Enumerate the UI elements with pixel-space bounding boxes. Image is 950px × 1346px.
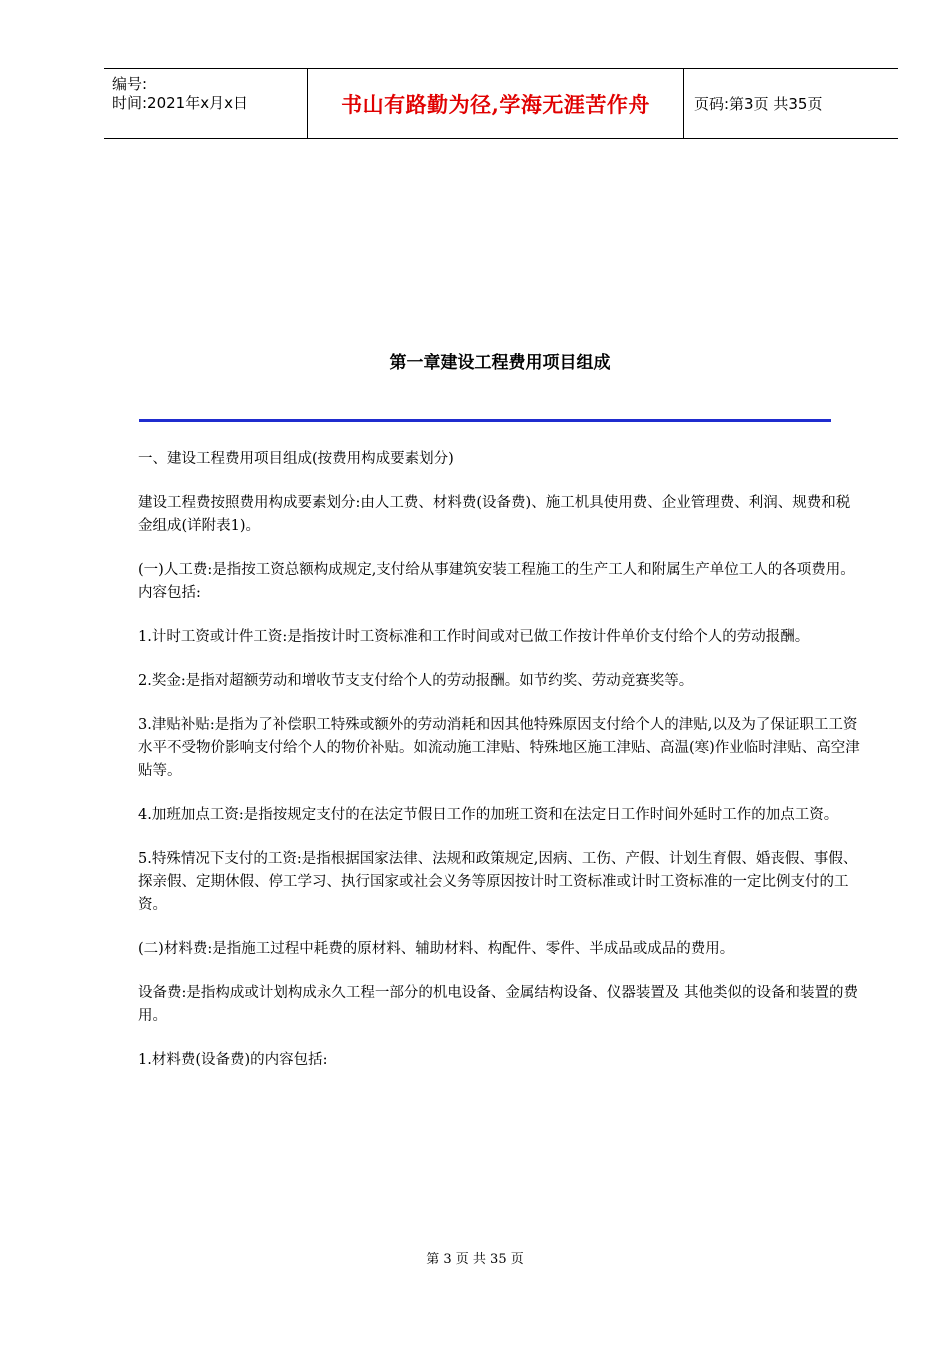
paragraph: 2.奖金:是指对超额劳动和增收节支支付给个人的劳动报酬。如节约奖、劳动竞赛奖等。 [138,673,694,689]
number-label: 编号: [112,75,148,93]
paragraph: 5.特殊情况下支付的工资:是指根据国家法律、法规和政策规定,因病、工伤、产假、计划生育假、婚丧假、事假、探亲假、定期休假、停工学习、执行国家或社会义务等原因按计时工资标准或计时工资标准的一定比例支付的工资。 [138,851,858,913]
section-heading: 一、建设工程费用项目组成(按费用构成要素划分) [138,451,454,467]
title-divider [139,419,831,422]
paragraph: (二)材料费:是指施工过程中耗费的原材料、辅助材料、构配件、零件、半成品或成品的费用。 [138,941,735,957]
paragraph: (一)人工费:是指按工资总额构成规定,支付给从事建筑安装工程施工的生产工人和附属生产单位工人的各项费用。内容包括: [138,562,855,601]
paragraph: 4.加班加点工资:是指按规定支付的在法定节假日工作的加班工资和在法定日工作时间外延时工作的加点工资。 [138,807,839,823]
page-header [104,68,898,139]
paragraph: 设备费:是指构成或计划构成永久工程一部分的机电设备、金属结构设备、仪器装置及 其他类似的设备和装置的费用。 [138,985,858,1024]
chapter-title: 第一章建设工程费用项目组成 [389,353,611,373]
page-info: 页码:第3页 共35页 [694,95,823,113]
paragraph: 1.计时工资或计件工资:是指按计时工资标准和工作时间或对已做工作按计件单价支付给个人的劳动报酬。 [138,629,810,645]
paragraph: 建设工程费按照费用构成要素划分:由人工费、材料费(设备费)、施工机具使用费、企业管理费、利润、规费和税金组成(详附表1)。 [138,495,851,534]
date-label: 时间:2021年x月x日 [112,94,248,112]
header-motto-cell [308,69,684,138]
header-info-cell [104,69,308,138]
paragraph: 3.津贴补贴:是指为了补偿职工特殊或额外的劳动消耗和因其他特殊原因支付给个人的津贴,以及为了保证职工工资水平不受物价影响支付给个人的物价补贴。如流动施工津贴、特殊地区施工津贴、高温(寒)作业临时津贴、高空津贴等。 [138,717,860,779]
paragraph: 1.材料费(设备费)的内容包括: [138,1052,328,1068]
header-page-cell [684,69,898,138]
page-footer: 第 3 页 共 35 页 [426,1252,524,1267]
motto-text: 书山有路勤为径,学海无涯苦作舟 [341,91,650,117]
body-text [138,448,860,1093]
